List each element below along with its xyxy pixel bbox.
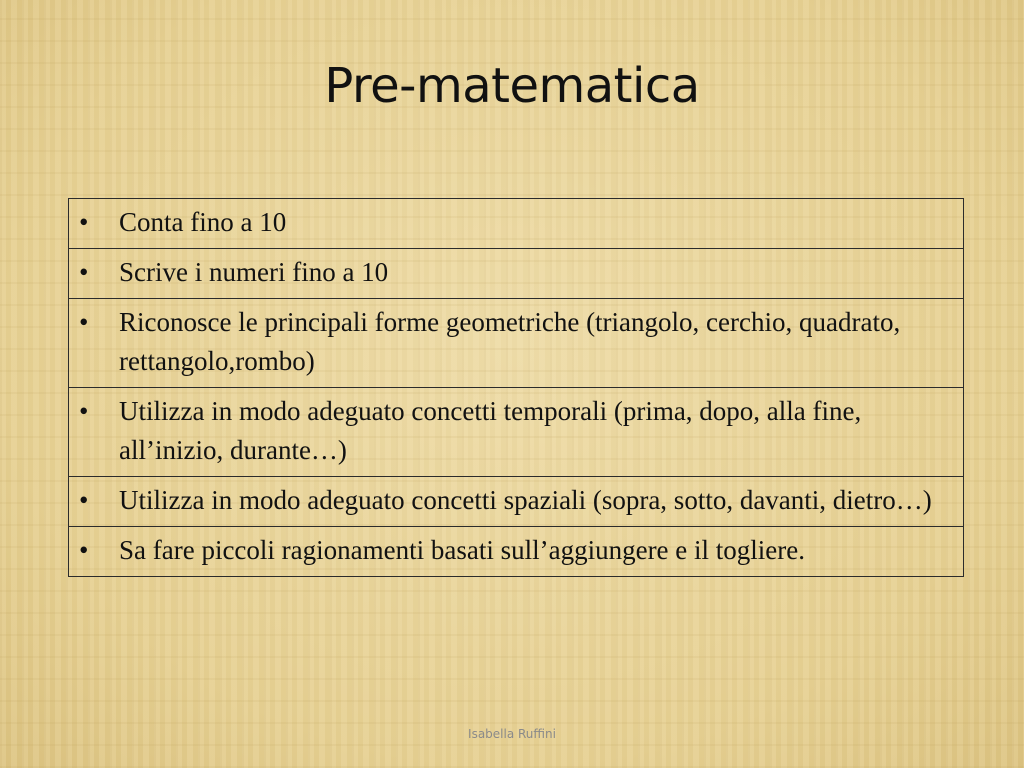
row-text: Conta fino a 10 bbox=[119, 207, 287, 237]
row-text: Scrive i numeri fino a 10 bbox=[119, 257, 389, 287]
table-cell bbox=[69, 249, 964, 299]
row-text: Riconosce le principali forme geometriche (triangolo, cerchio, quadrato, rettangolo,rombo) bbox=[119, 307, 901, 376]
slide-title: Pre-matematica bbox=[324, 58, 700, 114]
bullet-icon: • bbox=[79, 396, 89, 426]
table-row bbox=[69, 199, 964, 249]
row-text: Utilizza in modo adeguato concetti temporali (prima, dopo, alla fine, all’inizio, durante…) bbox=[119, 396, 862, 465]
table-row bbox=[69, 477, 964, 527]
row-text: Sa fare piccoli ragionamenti basati sull’aggiungere e il togliere. bbox=[119, 535, 805, 565]
table-cell bbox=[69, 477, 964, 527]
bullet-icon: • bbox=[79, 535, 89, 565]
row-text: Utilizza in modo adeguato concetti spaziali (sopra, sotto, davanti, dietro…) bbox=[119, 485, 932, 515]
table-cell bbox=[69, 199, 964, 249]
table-cell bbox=[69, 388, 964, 477]
table-row bbox=[69, 388, 964, 477]
table-row bbox=[69, 249, 964, 299]
footer-author: Isabella Ruffini bbox=[468, 727, 556, 741]
table-cell bbox=[69, 299, 964, 388]
bullet-icon: • bbox=[79, 485, 89, 515]
table-row bbox=[69, 527, 964, 577]
table-cell bbox=[69, 527, 964, 577]
bullet-icon: • bbox=[79, 207, 89, 237]
bullet-icon: • bbox=[79, 307, 89, 337]
bullet-icon: • bbox=[79, 257, 89, 287]
skills-table bbox=[68, 198, 964, 577]
table-row bbox=[69, 299, 964, 388]
